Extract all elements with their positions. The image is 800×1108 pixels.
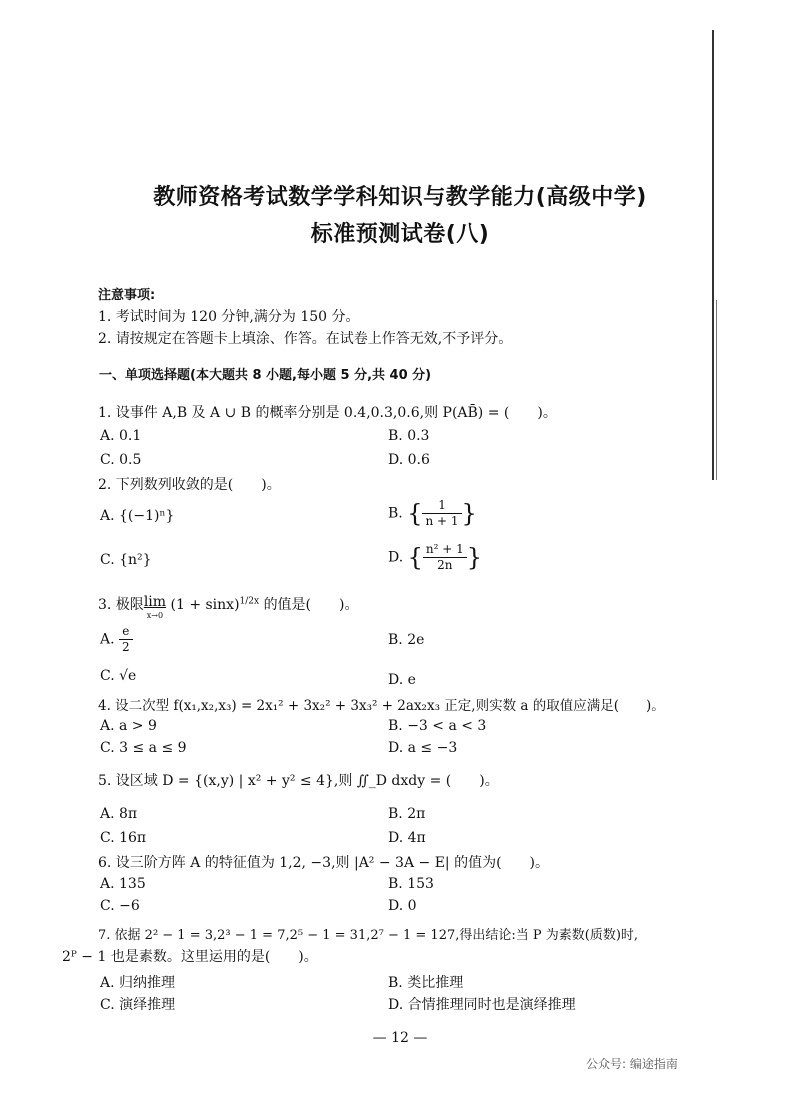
scan-edge-line [712, 30, 714, 480]
brace-open-icon: { [407, 543, 423, 572]
option-label: A. [100, 631, 115, 648]
option-label: C. [100, 552, 115, 568]
option-c: C. 0.5 [100, 452, 142, 468]
limit-subscript: x→0 [146, 611, 164, 620]
fraction [119, 624, 133, 655]
question-stem: 1. 设事件 A,B 及 A ∪ B 的概率分别是 0.4,0.3,0.6,则 P(AB̄) = ( )。 [98, 405, 557, 421]
scan-edge-line-secondary [716, 300, 717, 480]
question-stem-continued: 2ᴾ − 1 也是素数。这里运用的是( )。 [62, 949, 318, 965]
question-stem [98, 594, 359, 622]
option-a: A. a > 9 [100, 718, 157, 734]
exam-title-line1: 教师资格考试数学学科知识与教学能力(高级中学) [153, 185, 647, 210]
option-expression: {(−1)ⁿ} [119, 508, 175, 524]
option-a [100, 508, 174, 524]
option-d: D. 0.6 [388, 452, 430, 468]
option-c: C. 演绎推理 [100, 997, 176, 1013]
stem-exponent: 1/2x [239, 596, 260, 607]
option-a: A. 135 [100, 876, 146, 892]
option-d: D. 合情推理同时也是演绎推理 [388, 997, 576, 1013]
brace-open-icon: { [407, 499, 423, 528]
option-c [100, 552, 152, 568]
option-a: A. 8π [100, 806, 138, 822]
option-b: B. 0.3 [388, 428, 430, 444]
option-expression: {n²} [119, 552, 152, 568]
option-b: B. 2e [388, 632, 425, 648]
option-b: B. 2π [388, 806, 426, 822]
option-d: D. 0 [388, 898, 417, 914]
option-c: C. 3 ≤ a ≤ 9 [100, 740, 187, 756]
fraction-denominator: 2n [423, 557, 467, 573]
exam-title-line2: 标准预测试卷(八) [310, 222, 490, 247]
option-d: D. e [388, 672, 416, 688]
fraction-numerator: n² + 1 [425, 542, 464, 556]
fraction-denominator: 2 [119, 639, 133, 655]
option-a: A. 0.1 [100, 428, 142, 444]
question-stem: 2. 下列数列收敛的是( )。 [98, 477, 281, 493]
fraction [422, 498, 461, 529]
notice-heading: 注意事项: [98, 288, 156, 303]
fraction [423, 542, 467, 573]
stem-text: 3. 极限 [98, 597, 144, 613]
section-heading: 一、单项选择题(本大题共 8 小题,每小题 5 分,共 40 分) [99, 368, 432, 383]
limit-label: lim [143, 594, 167, 610]
fraction-numerator: e [122, 624, 130, 638]
question-stem: 6. 设三阶方阵 A 的特征值为 1,2, −3,则 |A² − 3A − E| 的值为( )。 [98, 855, 549, 871]
option-b: B. 类比推理 [388, 975, 464, 991]
option-label: B. [388, 505, 403, 522]
brace-close-icon: } [466, 543, 483, 572]
option-c: C. −6 [100, 898, 140, 914]
limit-operator [144, 594, 166, 622]
notice-item: 2. 请按规定在答题卡上填涂、作答。在试卷上作答无效,不予评分。 [98, 331, 513, 347]
option-a: A. 归纳推理 [100, 975, 176, 991]
option-b: B. −3 < a < 3 [388, 718, 487, 734]
option-c: C. √e [100, 668, 137, 684]
option-a [100, 624, 133, 655]
option-label: A. [100, 508, 115, 524]
stem-expression: (1 + sinx) [170, 597, 240, 613]
page-number: — 12 — [372, 1030, 428, 1046]
option-b: B. 153 [388, 876, 434, 892]
fraction-denominator: n + 1 [422, 513, 461, 529]
question-stem: 4. 设二次型 f(x₁,x₂,x₃) = 2x₁² + 3x₂² + 3x₃² + 2ax₂x₃ 正定,则实数 a 的取值应满足( )。 [98, 698, 665, 714]
watermark: 公众号: 编途指南 [586, 1057, 678, 1071]
notice-item: 1. 考试时间为 120 分钟,满分为 150 分。 [98, 309, 360, 325]
option-d: D. a ≤ −3 [388, 740, 458, 756]
brace-close-icon: } [461, 499, 477, 528]
stem-text: 的值是( )。 [263, 597, 359, 613]
question-stem: 7. 依据 2² − 1 = 3,2³ − 1 = 7,2⁵ − 1 = 31,2⁷ − 1 = 127,得出结论:当 P 为素数(质数)时, [98, 928, 639, 943]
option-label: D. [388, 549, 404, 566]
option-b [388, 498, 477, 529]
option-d [388, 542, 482, 573]
fraction-numerator: 1 [438, 498, 446, 512]
option-c: C. 16π [100, 830, 147, 846]
question-stem: 5. 设区域 D = {(x,y) | x² + y² ≤ 4},则 ∬_D dxdy = ( )。 [98, 773, 499, 789]
option-d: D. 4π [388, 830, 426, 846]
